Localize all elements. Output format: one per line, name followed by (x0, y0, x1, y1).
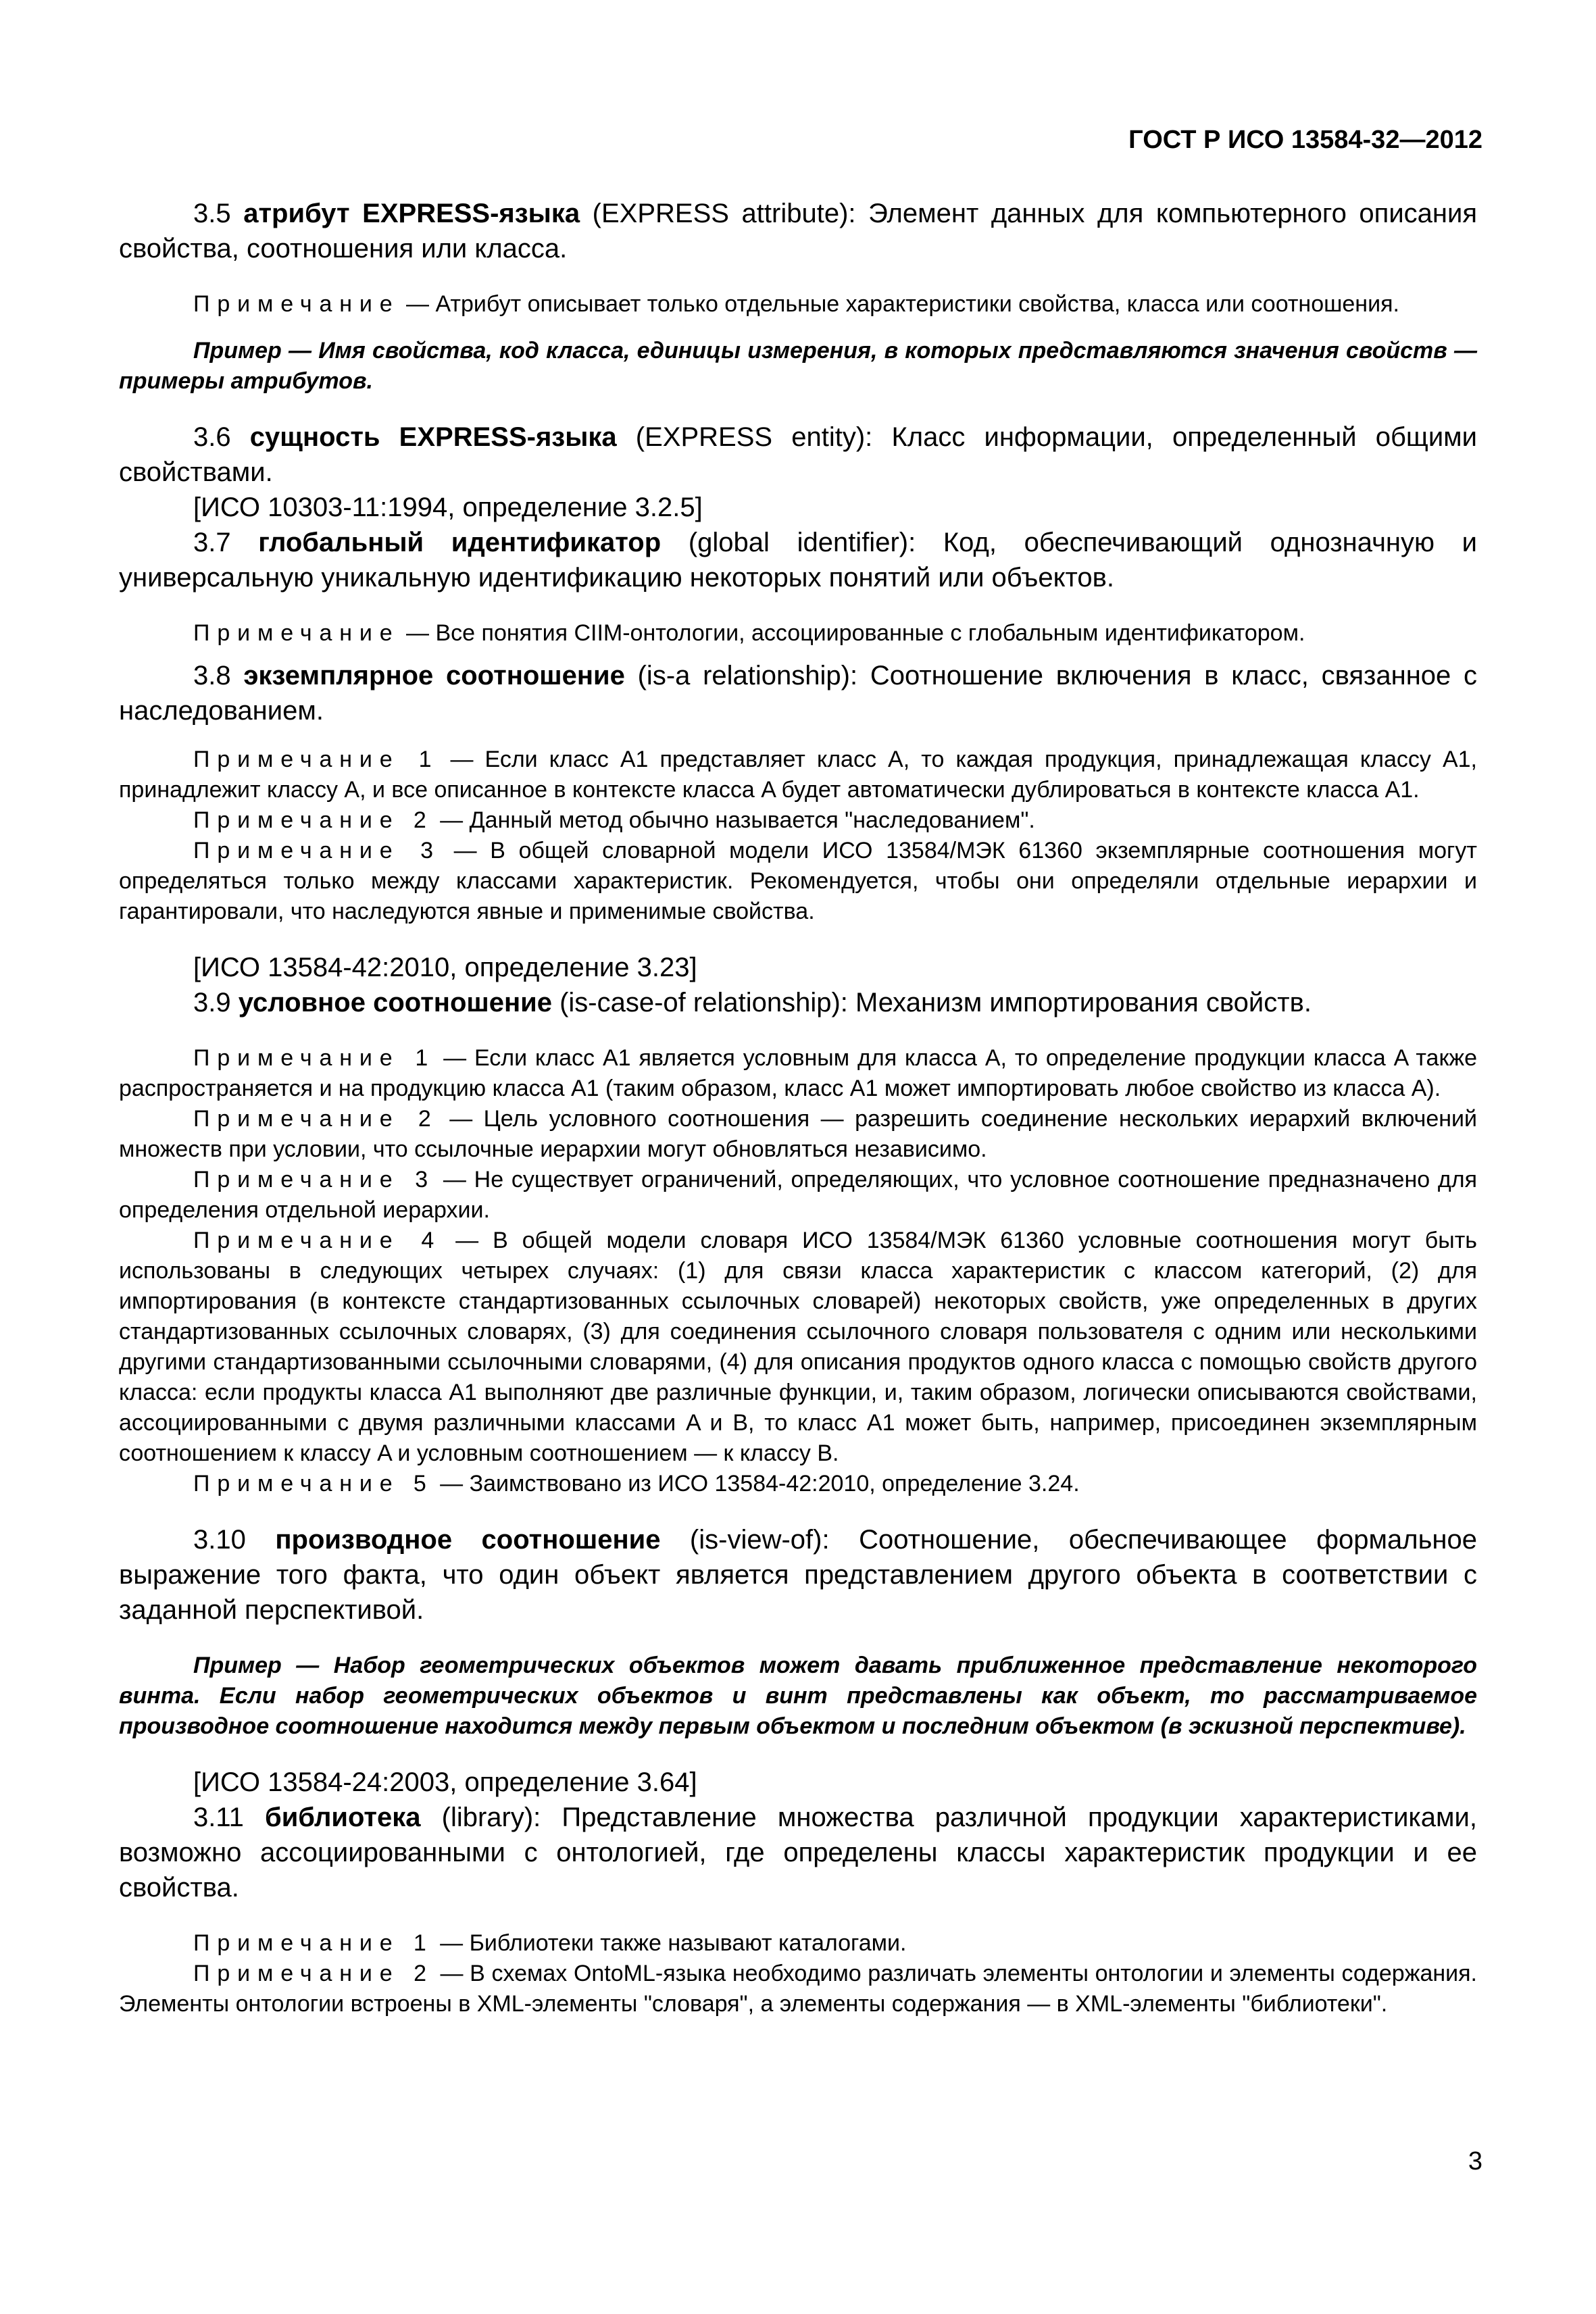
page-content (119, 196, 1477, 2019)
note-label: Примечание 2 (193, 807, 434, 833)
page-number: 3 (1468, 2147, 1482, 2175)
term-name: условное соотношение (238, 988, 552, 1017)
note-label: Примечание 1 (193, 1045, 436, 1071)
note (119, 1043, 1477, 1104)
note-text: — Библиотеки также называют каталогами. (433, 1930, 907, 1956)
term-3-8 (119, 658, 1477, 728)
note-text: — Данный метод обычно называется "наследованием". (433, 807, 1035, 833)
term-number: 3.9 (193, 988, 239, 1017)
note-label: Примечание 5 (193, 1471, 434, 1496)
note-text: — В общей словарной модели ИСО 13584/МЭК 61360 экземплярные соотношения могут определяться только между классами характеристик. Рекомендуется, чтобы они определяли отдельные иерархии и гарантировали, что наследуются явные и применимые свойства. (119, 838, 1477, 924)
term-definition: (is-a relationship): Соотношение включения в класс, связанное с наследованием. (119, 661, 1478, 726)
term-3-9 (119, 985, 1477, 1020)
term-name: библиотека (264, 1803, 421, 1832)
note (119, 805, 1477, 836)
term-definition: (EXPRESS entity): Класс информации, определенный общими свойствами. (119, 422, 1478, 487)
note-label: Примечание (193, 291, 400, 317)
example: Пример — Имя свойства, код класса, единицы измерения, в которых представляются значения свойств — примеры атрибутов. (119, 338, 1477, 394)
term-name: атрибут EXPRESS-языка (243, 199, 580, 228)
term-name: сущность EXPRESS-языка (249, 422, 617, 452)
example: Пример — Набор геометрических объектов может давать приближенное представление некоторого винта. Если набор геометрических объектов и винт представлены как объект, то рассматриваемое производное соотношение находится между первым объектом и последним объектом (в эскизной перспективе). (119, 1653, 1477, 1739)
note-label: Примечание 1 (193, 1930, 434, 1956)
note (119, 745, 1477, 805)
term-number: 3.10 (193, 1525, 276, 1555)
term-3-7 (119, 525, 1477, 595)
note (119, 1959, 1477, 2019)
term-number: 3.7 (193, 528, 259, 557)
reference: [ИСО 13584-24:2003, определение 3.64] (193, 1767, 697, 1797)
term-3-5 (119, 196, 1477, 266)
note (119, 289, 1477, 320)
note-text: — Если класс A1 является условным для класса A, то определение продукции класса A также распространяется и на продукцию класса A1 (таким образом, класс A1 может импортировать любое свойство из класса A). (119, 1045, 1477, 1101)
term-3-6 (119, 420, 1477, 490)
note (119, 618, 1477, 649)
note-label: Примечание 3 (193, 1167, 436, 1192)
note (119, 1226, 1477, 1469)
note-text: — Атрибут описывает только отдельные характеристики свойства, класса или соотношения. (399, 291, 1399, 317)
note (119, 1104, 1477, 1165)
note-text: — Все понятия CIIM-онтологии, ассоциированные с глобальным идентификатором. (399, 620, 1305, 646)
term-definition: (is-case-of relationship): Механизм импортирования свойств. (551, 988, 1312, 1017)
note-text: — В схемах OntoML-языка необходимо различать элементы онтологии и элементы содержания. Элементы онтологии встроены в XML-элементы "словаря", а элементы содержания — в XML-элементы "библиотеки". (119, 1961, 1477, 2017)
note-text: — Заимствовано из ИСО 13584-42:2010, определение 3.24. (433, 1471, 1080, 1496)
term-number: 3.6 (193, 422, 250, 452)
note-label: Примечание 1 (193, 747, 439, 772)
term-definition: (library): Представление множества различной продукции характеристиками, возможно ассоциированными с онтологией, где определены классы характеристик продукции и ее свойства. (119, 1803, 1477, 1903)
term-number: 3.5 (193, 199, 244, 228)
term-name: экземплярное соотношение (243, 661, 625, 690)
note (119, 836, 1477, 927)
term-definition: (is-view-of): Соотношение, обеспечивающее формальное выражение того факта, что один объект является представлением другого объекта в соответствии с заданной перспективой. (119, 1525, 1477, 1625)
note (119, 1165, 1477, 1226)
term-definition: (global identifier): Код, обеспечивающий однозначную и универсальную уникальную идентификацию некоторых понятий или объектов. (119, 528, 1478, 593)
term-3-11 (119, 1800, 1477, 1905)
reference: [ИСО 13584-42:2010, определение 3.23] (193, 953, 697, 982)
note-label: Примечание 3 (193, 838, 441, 863)
term-number: 3.8 (193, 661, 244, 690)
note-text: — В общей модели словаря ИСО 13584/МЭК 61360 условные соотношения могут быть использованы в следующих четырех случаях: (1) для связи класса характеристик с классом категорий, (2) для импортирования (в контексте стандартизованных ссылочных словарей) некоторых свойств, уже определенных в других стандартизованных ссылочных словарях, (3) для соединения ссылочного словаря пользователя с одним или несколькими другими стандартизованными ссылочными словарями, (4) для описания продуктов одного класса с помощью свойств другого класса: если продукты класса A1 выполняют две различные функции, и, таким образом, логически описываются свойствами, ассоциированными с двумя различными классами A и B, то класс A1 может быть, например, присоединен экземплярным соотношением к классу A и условным соотношением — к классу B. (119, 1228, 1477, 1466)
note-label: Примечание (193, 620, 400, 646)
note (119, 1469, 1477, 1499)
term-3-10 (119, 1522, 1477, 1628)
term-name: производное соотношение (275, 1525, 661, 1555)
note-label: Примечание 4 (193, 1228, 442, 1253)
term-name: глобальный идентификатор (258, 528, 662, 557)
note-text: — Цель условного соотношения — разрешить соединение нескольких иерархий включений множеств при условии, что ссылочные иерархии могут обновляться независимо. (119, 1106, 1477, 1162)
note-text: — Если класс A1 представляет класс A, то каждая продукция, принадлежащая классу A1, принадлежит классу A, и все описанное в контексте класса A будет автоматически дублироваться в контексте класса A1. (119, 747, 1477, 803)
note-label: Примечание 2 (193, 1106, 439, 1132)
reference: [ИСО 10303-11:1994, определение 3.2.5] (193, 493, 703, 522)
term-number: 3.11 (193, 1803, 265, 1832)
note-text: — Не существует ограничений, определяющих, что условное соотношение предназначено для определения отдельной иерархии. (119, 1167, 1477, 1223)
document-header: ГОСТ Р ИСО 13584-32—2012 (1128, 126, 1482, 154)
note (119, 1928, 1477, 1959)
term-definition: (EXPRESS attribute): Элемент данных для компьютерного описания свойства, соотношения или класса. (119, 199, 1478, 263)
note-label: Примечание 2 (193, 1961, 434, 1986)
